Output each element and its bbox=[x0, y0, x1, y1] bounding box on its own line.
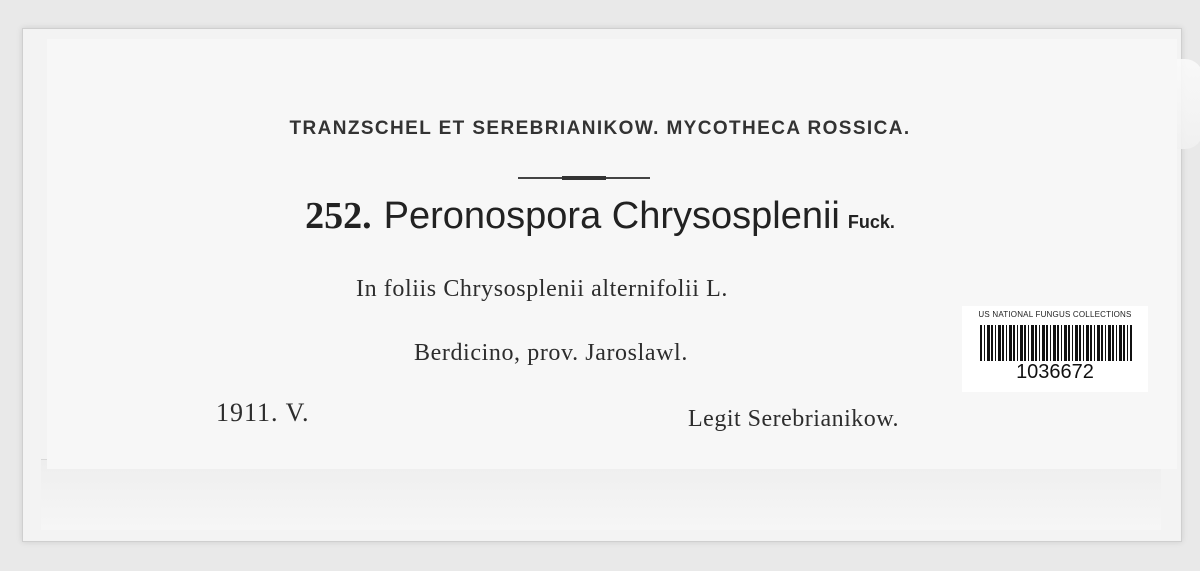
barcode-bars bbox=[980, 325, 1132, 361]
taxon-title bbox=[0, 194, 1200, 238]
exsiccata-number: 252. bbox=[305, 195, 372, 237]
barcode-label bbox=[962, 306, 1148, 392]
species-name: Peronospora Chrysosplenii bbox=[383, 195, 840, 237]
series-title: TRANZSCHEL ET SEREBRIANIKOW. MYCOTHECA ROSSICA. bbox=[289, 118, 911, 139]
species-author: Fuck. bbox=[847, 212, 895, 232]
divider-rule bbox=[518, 177, 650, 179]
barcode-header: US NATIONAL FUNGUS COLLECTIONS bbox=[978, 310, 1132, 319]
host-text: In foliis Chrysosplenii alternifolii L. bbox=[356, 276, 729, 302]
locality-text: Berdicino, prov. Jaroslawl. bbox=[414, 340, 688, 366]
collection-date: 1911. V. bbox=[216, 398, 310, 427]
barcode-number: 1036672 bbox=[1016, 361, 1094, 383]
envelope-flap-bottom bbox=[41, 459, 1161, 530]
collector-text: Legit Serebrianikow. bbox=[688, 406, 900, 432]
